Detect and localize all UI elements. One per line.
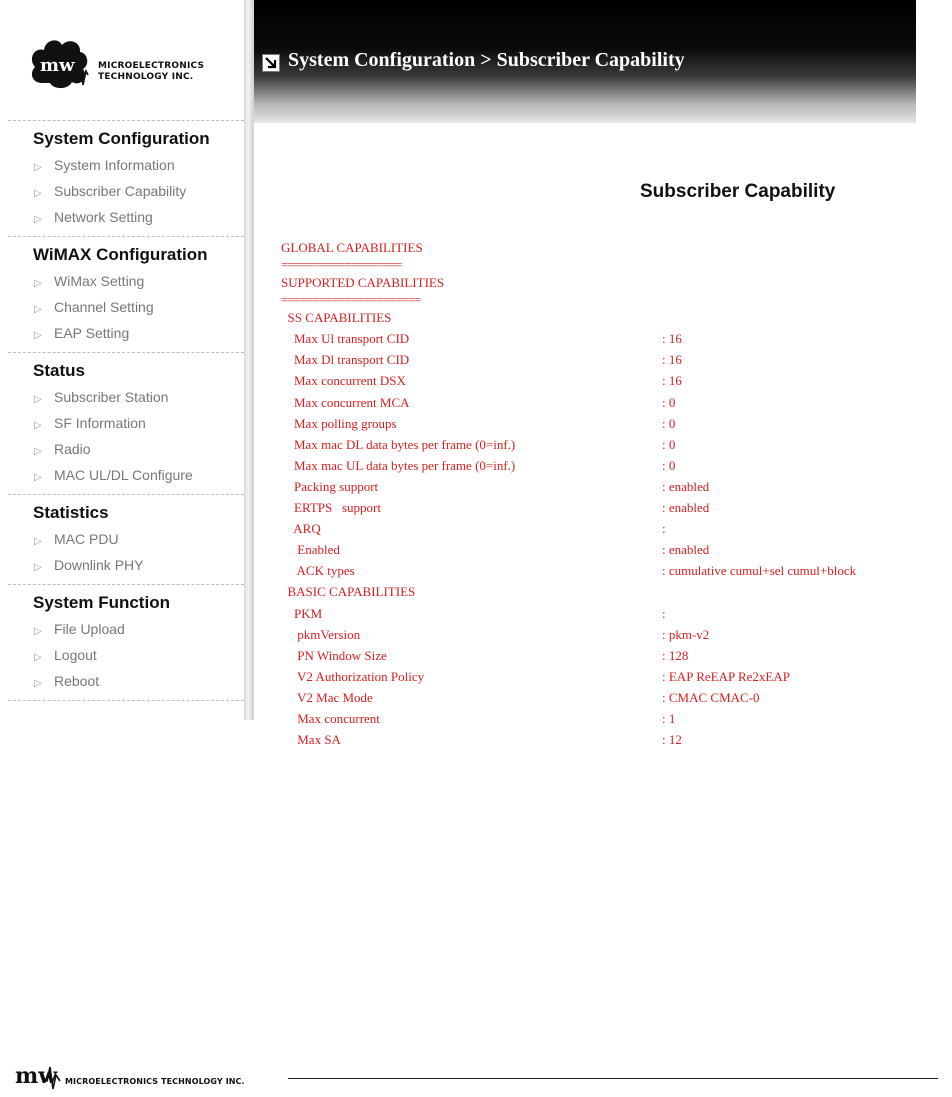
capability-row — [281, 603, 952, 624]
sidebar-item-label: Logout — [54, 647, 97, 663]
capability-value: : cumulative cumul+sel cumul+block — [662, 563, 857, 579]
capability-value: : 0 — [662, 436, 676, 452]
capability-value: : — [662, 521, 666, 537]
breadcrumb: System Configuration > Subscriber Capability — [288, 49, 685, 71]
menu-divider — [8, 700, 244, 701]
capability-label: Max polling groups — [281, 415, 397, 431]
sidebar-menu — [8, 120, 244, 701]
capability-label: =================== — [281, 257, 402, 273]
menu-section-wimax-configuration — [8, 237, 244, 352]
logo-text — [98, 61, 204, 83]
sidebar-item-label: Subscriber Station — [54, 389, 169, 405]
capability-value: : — [662, 605, 666, 621]
sidebar-item-label: SF Information — [54, 415, 146, 431]
footer-company-name: MICROELECTRONICS TECHNOLOGY INC. — [65, 1077, 245, 1086]
sidebar-item-system-information[interactable] — [8, 152, 244, 178]
sidebar-item-label: Network Setting — [54, 209, 153, 225]
capability-row — [281, 455, 952, 476]
capability-label: Packing support — [281, 478, 379, 494]
capability-row — [281, 687, 952, 708]
capability-row — [281, 666, 952, 687]
footer-divider — [288, 1078, 938, 1079]
capability-value: : 12 — [662, 732, 682, 748]
capability-row — [281, 328, 952, 349]
capability-value: : 1 — [662, 710, 676, 726]
sidebar-item-label: Radio — [54, 441, 91, 457]
capability-value: : enabled — [662, 478, 710, 494]
sidebar-item-radio[interactable] — [8, 436, 244, 462]
capability-row — [281, 645, 952, 666]
capability-row — [281, 237, 952, 258]
sidebar-item-logout[interactable] — [8, 642, 244, 668]
capability-label: pkmVersion — [281, 626, 361, 642]
page-title: Subscriber Capability — [640, 181, 836, 202]
capability-label: Max concurrent MCA — [281, 394, 410, 410]
menu-header: WiMAX Configuration — [33, 245, 208, 264]
capability-label: Max mac UL data bytes per frame (0=inf.) — [281, 457, 516, 473]
sidebar-item-label: Downlink PHY — [54, 557, 144, 573]
menu-header: Statistics — [33, 503, 109, 522]
capability-value: : CMAC CMAC-0 — [662, 689, 760, 705]
sidebar-item-mac-pdu[interactable] — [8, 526, 244, 552]
chevron-right-icon: ▷ — [34, 214, 42, 225]
sidebar — [8, 0, 244, 720]
capability-label: V2 Authorization Policy — [281, 668, 425, 684]
menu-section-statistics — [8, 495, 244, 584]
capability-row — [281, 539, 952, 560]
capability-label: ARQ — [281, 521, 321, 537]
capability-label: SUPPORTED CAPABILITIES — [281, 275, 445, 291]
capability-row — [281, 708, 952, 729]
capability-row — [281, 370, 952, 391]
menu-section-system-function — [8, 585, 244, 700]
capability-row — [281, 258, 952, 272]
capability-value: : 128 — [662, 647, 689, 663]
menu-header: System Configuration — [33, 129, 210, 148]
capability-label: GLOBAL CAPABILITIES — [281, 240, 423, 255]
capability-label: Max concurrent — [281, 710, 380, 726]
sidebar-item-downlink-phy[interactable] — [8, 552, 244, 578]
sidebar-item-label: Subscriber Capability — [54, 183, 187, 199]
mti-logo-icon — [28, 35, 90, 91]
chevron-right-icon: ▷ — [34, 188, 42, 199]
capability-label: Max Dl transport CID — [281, 352, 410, 368]
main-content — [254, 123, 952, 763]
svg-text:mw: mw — [40, 55, 75, 76]
capability-row — [281, 476, 952, 497]
sidebar-item-label: MAC PDU — [54, 531, 119, 547]
footer-logo — [15, 1061, 285, 1091]
chevron-right-icon: ▷ — [34, 394, 42, 405]
capability-label: BASIC CAPABILITIES — [281, 584, 416, 600]
sidebar-item-label: MAC UL/DL Configure — [54, 467, 193, 483]
sidebar-item-label: WiMax Setting — [54, 273, 145, 289]
capability-row — [281, 497, 952, 518]
chevron-right-icon: ▷ — [34, 652, 42, 663]
capability-value: : 16 — [662, 352, 682, 368]
capability-row — [281, 307, 952, 328]
chevron-right-icon: ▷ — [34, 626, 42, 637]
capability-value: : 16 — [662, 373, 682, 389]
capability-row — [281, 729, 952, 750]
sidebar-item-file-upload[interactable] — [8, 616, 244, 642]
capability-label: Enabled — [281, 542, 340, 558]
chevron-right-icon: ▷ — [34, 446, 42, 457]
capability-label: Max Ul transport CID — [281, 331, 410, 347]
mti-logo-icon — [15, 1061, 61, 1091]
capability-value: : enabled — [662, 542, 710, 558]
company-logo — [28, 35, 248, 105]
sidebar-item-label: System Information — [54, 157, 175, 173]
sidebar-item-subscriber-station[interactable] — [8, 384, 244, 410]
chevron-right-icon: ▷ — [34, 304, 42, 315]
sidebar-item-wimax-setting[interactable] — [8, 268, 244, 294]
menu-section-status — [8, 353, 244, 494]
capability-value: : 0 — [662, 457, 676, 473]
capability-label: Max mac DL data bytes per frame (0=inf.) — [281, 436, 516, 452]
chevron-right-icon: ▷ — [34, 162, 42, 173]
capability-label: Max concurrent DSX — [281, 373, 406, 389]
capability-row — [281, 413, 952, 434]
sidebar-item-label: Channel Setting — [54, 299, 154, 315]
sidebar-item-label: Reboot — [54, 673, 100, 689]
page-header — [254, 0, 916, 123]
capability-value: : pkm-v2 — [662, 626, 710, 642]
capability-label: PKM — [281, 605, 323, 621]
capability-row — [281, 392, 952, 413]
sidebar-border — [244, 0, 254, 720]
sidebar-item-label: File Upload — [54, 621, 125, 637]
chevron-right-icon: ▷ — [34, 420, 42, 431]
chevron-right-icon: ▷ — [34, 278, 42, 289]
capability-label: SS CAPABILITIES — [281, 310, 392, 326]
capability-list — [281, 237, 952, 750]
capability-value: : EAP ReEAP Re2xEAP — [662, 668, 790, 684]
capability-row — [281, 581, 952, 602]
logo-line-1: MICROELECTRONICS — [98, 61, 205, 71]
sidebar-item-mac-ul-dl-configure[interactable] — [8, 462, 244, 488]
logo-line-2: TECHNOLOGY INC. — [98, 72, 194, 82]
capability-row — [281, 349, 952, 370]
capability-value: : 16 — [662, 331, 682, 347]
sidebar-item-channel-setting[interactable] — [8, 294, 244, 320]
sidebar-item-reboot[interactable] — [8, 668, 244, 694]
capability-row — [281, 624, 952, 645]
chevron-right-icon: ▷ — [34, 330, 42, 341]
capability-row — [281, 272, 952, 293]
arrow-down-right-icon — [262, 54, 280, 72]
capability-row — [281, 518, 952, 539]
svg-text:mw: mw — [15, 1063, 58, 1089]
capability-row — [281, 434, 952, 455]
chevron-right-icon: ▷ — [34, 472, 42, 483]
menu-header: Status — [33, 361, 85, 380]
capability-label: ACK types — [281, 563, 355, 579]
sidebar-item-network-setting[interactable] — [8, 204, 244, 230]
chevron-right-icon: ▷ — [34, 562, 42, 573]
capability-value: : 0 — [662, 415, 676, 431]
capability-label: PN Window Size — [281, 647, 387, 663]
menu-section-system-configuration — [8, 121, 244, 236]
capability-value: : enabled — [662, 500, 710, 516]
sidebar-item-sf-information[interactable] — [8, 410, 244, 436]
chevron-right-icon: ▷ — [34, 678, 42, 689]
capability-row — [281, 293, 952, 307]
capability-label: Max SA — [281, 732, 341, 748]
menu-header: System Function — [33, 593, 170, 612]
capability-value: : 0 — [662, 394, 676, 410]
sidebar-item-subscriber-capability[interactable] — [8, 178, 244, 204]
capability-label: ERTPS support — [281, 500, 381, 516]
sidebar-item-eap-setting[interactable] — [8, 320, 244, 346]
capability-label: V2 Mac Mode — [281, 689, 373, 705]
capability-label: ====================== — [281, 292, 421, 308]
capability-row — [281, 560, 952, 581]
chevron-right-icon: ▷ — [34, 536, 42, 547]
sidebar-item-label: EAP Setting — [54, 325, 130, 341]
